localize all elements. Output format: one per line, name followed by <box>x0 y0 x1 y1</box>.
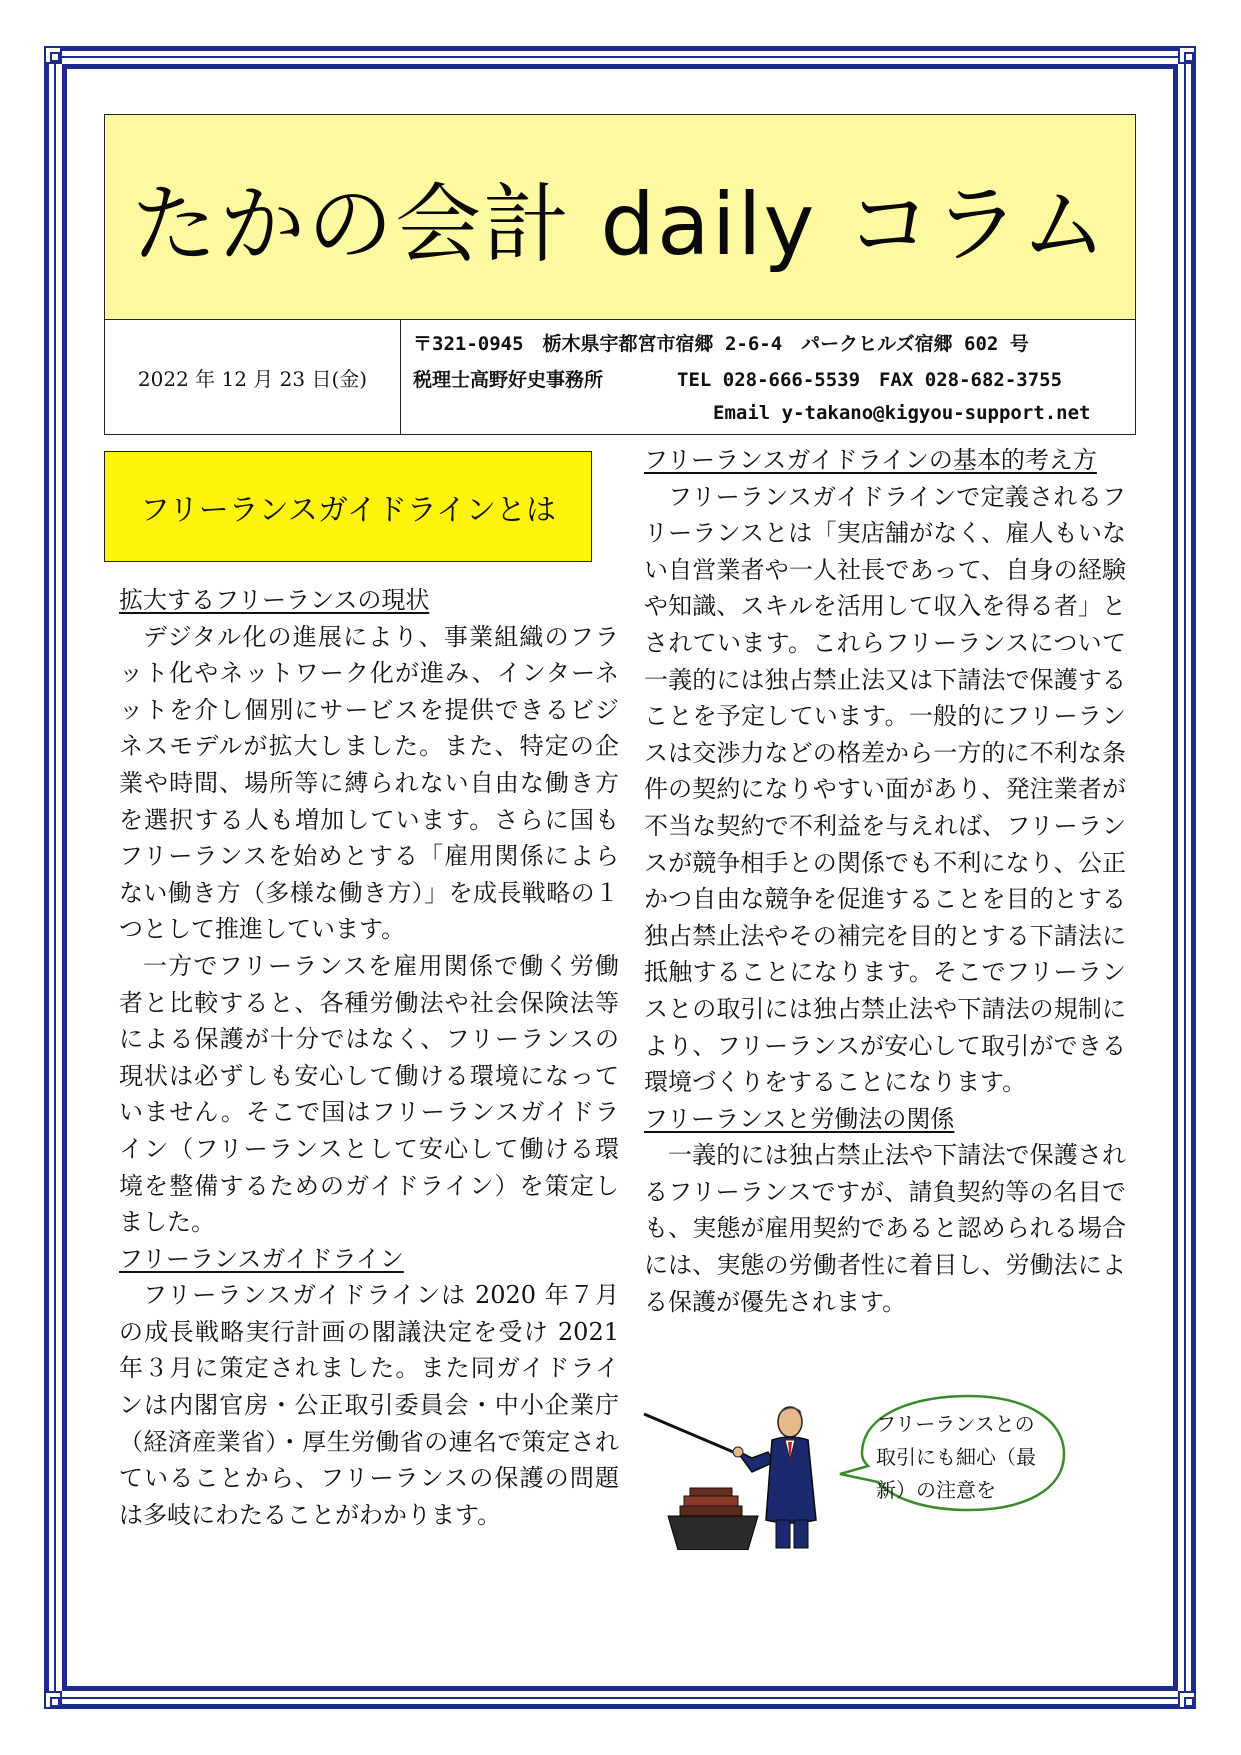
presenter-leg-left <box>776 1520 790 1548</box>
paragraph-labor-law: 一義的には独占禁止法や下請法で保護されるフリーランスですが、請負契約等の名目でも、実態が雇用契約であると認められる場合には、実態の労働者性に着目し、労働法による保護が優先されます。 <box>644 1141 1126 1316</box>
header-info-row <box>104 319 1136 435</box>
page-title: たかの会計 daily コラム <box>131 175 1109 275</box>
office-name: 税理士高野好史事務所 <box>413 369 604 391</box>
office-tel-fax: TEL 028-666-5539 FAX 028-682-3755 <box>677 369 1063 391</box>
presenter-hand <box>733 1447 743 1457</box>
border-corner-top-right <box>1178 46 1196 64</box>
paragraph-current-state-2: 一方でフリーランスを雇用関係で働く労働者と比較すると、各種労働法や社会保険法等による保護が十分ではなく、フリーランスの現状は必ずしも安心して働ける環境になっていません。そこで国はフリーランスガイドライン（フリーランスとして安心して働ける環境を整備するためのガイドライン）を策定しました。 <box>119 951 619 1237</box>
pointer-stick <box>644 1414 738 1454</box>
section-heading-current-state: 拡大するフリーランスの現状 <box>119 586 430 614</box>
topic-heading: フリーランスガイドラインとは <box>104 451 592 562</box>
presenter-illustration <box>640 1400 850 1550</box>
section-heading-guideline: フリーランスガイドライン <box>119 1244 404 1273</box>
paragraph-basic-concept: フリーランスガイドラインで定義されるフリーランスとは「実店舗がなく、雇人もいない自営業者や一人社長であって、自身の経験や知識、スキルを活用して収入を得る者」とされています。これらフリーランスについて一義的には独占禁止法又は下請法で保護することを予定しています。一般的にフリーランスは交渉力などの格差から一方的に不利な条件の契約になりやすい面があり、発注業者が不当な契約で不利益を与えれば、フリーランスが競争相手との関係でも不利になり、公正かつ自由な競争を促進することを目的とする独占禁止法やその補完を目的とする下請法に抵触することになります。そこでフリーランスとの取引には独占禁止法や下請法の規制により、フリーランスが安心して取引ができる環境づくりをすることになります。 <box>644 482 1126 1097</box>
lectern <box>668 1516 758 1550</box>
section-heading-labor-law: フリーランスと労働法の関係 <box>644 1104 955 1133</box>
issue-date: 2022 年 12 月 23 日(金) <box>105 320 401 434</box>
right-column <box>644 442 1126 1320</box>
book-stack-1 <box>680 1506 742 1516</box>
office-name-contact <box>413 365 1062 392</box>
paragraph-guideline: フリーランスガイドラインは 2020 年７月の成長戦略実行計画の閣議決定を受け 2021 年３月に策定されました。また同ガイドラインは内閣官房・公正取引委員会・中小企業庁（経済産業省）・厚生労働省の連名で策定されていることから、フリーランスの保護の問題は多岐にわたることがわかります。 <box>119 1281 619 1529</box>
office-address: 〒321-0945 栃木県宇都宮市宿郷 2-6-4 パークヒルズ宿郷 602 号 <box>413 333 1029 355</box>
border-corner-bottom-left <box>44 1691 62 1709</box>
section-heading-basic-concept: フリーランスガイドラインの基本的考え方 <box>644 446 1097 474</box>
border-corner-top-left <box>44 46 62 64</box>
office-email: Email y-takano@kigyou-support.net <box>713 402 1091 424</box>
header-title-box <box>104 114 1136 320</box>
book-stack-3 <box>690 1488 732 1496</box>
office-info <box>401 320 1135 434</box>
presenter-leg-right <box>794 1520 808 1548</box>
paragraph-current-state-1: デジタル化の進展により、事業組織のフラット化やネットワーク化が進み、インターネットを介し個別にサービスを提供できるビジネスモデルが拡大しました。また、特定の企業や時間、場所等に縛られない自由な働き方を選択する人も増加しています。さらに国もフリーランスを始めとする「雇用関係によらない働き方（多様な働き方）」を成長戦略の１つとして推進しています。 <box>119 622 619 944</box>
left-column <box>119 582 619 1533</box>
border-corner-bottom-right <box>1178 1691 1196 1709</box>
book-stack-2 <box>684 1496 738 1506</box>
speech-bubble-text: フリーランスとの取引にも細心（最新）の注意を <box>876 1412 1036 1502</box>
